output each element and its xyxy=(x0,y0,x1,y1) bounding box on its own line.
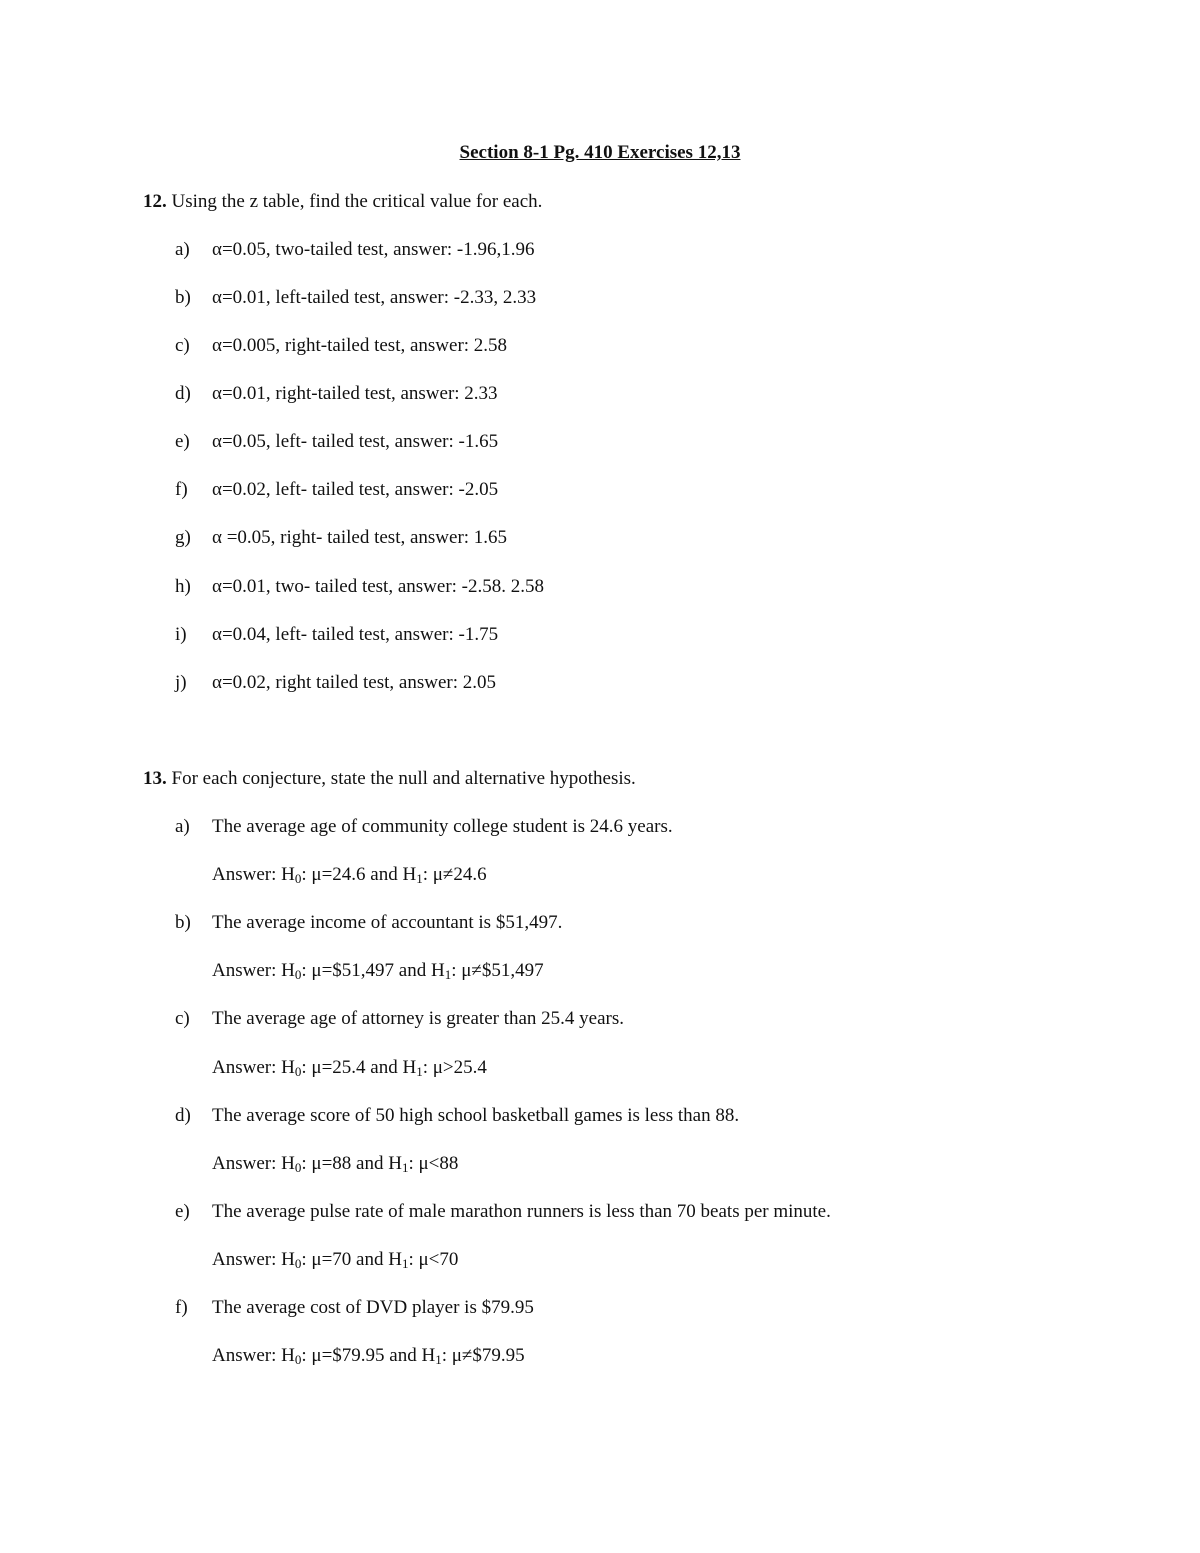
q12-item-c xyxy=(175,335,507,357)
q13-heading xyxy=(143,768,636,790)
item-text: α=0.05, two-tailed test, answer: -1.96,1.96 xyxy=(212,239,535,260)
item-label: c) xyxy=(175,1008,190,1029)
null-hypothesis: : μ=$79.95 xyxy=(301,1345,385,1366)
q13-item-d xyxy=(175,1105,739,1127)
q13-number: 13. xyxy=(143,768,167,789)
q12-item-g xyxy=(175,527,507,549)
item-text: α=0.01, two- tailed test, answer: -2.58. 2.58 xyxy=(212,576,544,597)
h1-subscript: 1 xyxy=(401,1160,409,1175)
q12-number: 12. xyxy=(143,191,167,212)
item-text: The average score of 50 high school basketball games is less than 88. xyxy=(212,1105,740,1126)
item-label: j) xyxy=(175,672,187,693)
item-label: i) xyxy=(175,624,187,645)
answer-prefix: Answer: H xyxy=(212,1249,295,1270)
page-title: Section 8-1 Pg. 410 Exercises 12,13 xyxy=(459,142,741,163)
q13-item-a xyxy=(175,816,673,838)
item-label: e) xyxy=(175,431,190,452)
item-text: The average pulse rate of male marathon runners is less than 70 beats per minute. xyxy=(212,1201,831,1222)
item-label: e) xyxy=(175,1201,190,1222)
item-text: α=0.05, left- tailed test, answer: -1.65 xyxy=(212,431,499,452)
q13-item-b xyxy=(175,912,562,934)
item-label: c) xyxy=(175,335,190,356)
q13-answer-c xyxy=(212,1057,487,1079)
q12-prompt: Using the z table, find the critical value for each. xyxy=(171,191,543,212)
item-text: The average income of accountant is $51,497. xyxy=(212,912,563,933)
item-text: α=0.01, left-tailed test, answer: -2.33, 2.33 xyxy=(212,287,537,308)
q12-item-e xyxy=(175,431,498,453)
and-h: and H xyxy=(351,1249,402,1270)
and-h: and H xyxy=(365,864,417,885)
h1-subscript: 1 xyxy=(444,967,452,982)
null-hypothesis: : μ=24.6 xyxy=(301,864,366,885)
item-text: The average cost of DVD player is $79.95 xyxy=(212,1297,534,1318)
q12-item-d xyxy=(175,383,498,405)
alt-hypothesis: : μ≠24.6 xyxy=(422,864,487,885)
q13-item-e xyxy=(175,1201,831,1223)
answer-prefix: Answer: H xyxy=(212,864,295,885)
alt-hypothesis: : μ<88 xyxy=(408,1153,459,1174)
null-hypothesis: : μ=$51,497 xyxy=(301,960,395,981)
item-label: b) xyxy=(175,912,191,933)
q13-item-f xyxy=(175,1297,534,1319)
item-label: f) xyxy=(175,479,188,500)
item-label: h) xyxy=(175,576,191,597)
q13-answer-a xyxy=(212,864,487,886)
null-hypothesis: : μ=70 xyxy=(301,1249,352,1270)
h1-subscript: 1 xyxy=(416,871,423,886)
item-label: d) xyxy=(175,383,191,404)
alt-hypothesis: : μ>25.4 xyxy=(422,1057,487,1078)
and-h: and H xyxy=(351,1153,402,1174)
h0-subscript: 0 xyxy=(294,1064,302,1079)
h0-subscript: 0 xyxy=(294,871,302,886)
item-text: α =0.05, right- tailed test, answer: 1.65 xyxy=(212,527,508,548)
h1-subscript: 1 xyxy=(416,1064,423,1079)
and-h: and H xyxy=(384,1345,436,1366)
q13-answer-f xyxy=(212,1345,525,1367)
q12-item-f xyxy=(175,479,498,501)
item-label: a) xyxy=(175,239,190,260)
h0-subscript: 0 xyxy=(294,1160,302,1175)
item-text: α=0.02, left- tailed test, answer: -2.05 xyxy=(212,479,499,500)
and-h: and H xyxy=(365,1057,417,1078)
q13-answer-d xyxy=(212,1153,458,1175)
h0-subscript: 0 xyxy=(294,1352,302,1367)
q12-item-j xyxy=(175,672,496,694)
q12-heading xyxy=(143,191,542,213)
and-h: and H xyxy=(394,960,445,981)
q12-item-h xyxy=(175,576,544,598)
h0-subscript: 0 xyxy=(294,1256,302,1271)
item-text: α=0.01, right-tailed test, answer: 2.33 xyxy=(212,383,498,404)
item-label: g) xyxy=(175,527,191,548)
item-label: a) xyxy=(175,816,190,837)
alt-hypothesis: : μ≠$79.95 xyxy=(441,1345,525,1366)
q13-answer-e xyxy=(212,1249,458,1271)
answer-prefix: Answer: H xyxy=(212,1057,295,1078)
null-hypothesis: : μ=88 xyxy=(301,1153,352,1174)
h1-subscript: 1 xyxy=(401,1256,409,1271)
item-label: d) xyxy=(175,1105,191,1126)
item-text: The average age of attorney is greater than 25.4 years. xyxy=(212,1008,624,1029)
item-text: α=0.04, left- tailed test, answer: -1.75 xyxy=(212,624,499,645)
item-text: α=0.005, right-tailed test, answer: 2.58 xyxy=(212,335,508,356)
null-hypothesis: : μ=25.4 xyxy=(301,1057,366,1078)
item-label: b) xyxy=(175,287,191,308)
answer-prefix: Answer: H xyxy=(212,960,295,981)
item-text: α=0.02, right tailed test, answer: 2.05 xyxy=(212,672,496,693)
q13-prompt: For each conjecture, state the null and alternative hypothesis. xyxy=(171,768,636,789)
q12-item-a xyxy=(175,239,535,261)
alt-hypothesis: : μ<70 xyxy=(408,1249,459,1270)
item-label: f) xyxy=(175,1297,188,1318)
h0-subscript: 0 xyxy=(294,967,302,982)
h1-subscript: 1 xyxy=(435,1352,442,1367)
q12-item-i xyxy=(175,624,498,646)
item-text: The average age of community college student is 24.6 years. xyxy=(212,816,673,837)
q13-item-c xyxy=(175,1008,624,1030)
q13-answer-b xyxy=(212,960,544,982)
answer-prefix: Answer: H xyxy=(212,1345,295,1366)
q12-item-b xyxy=(175,287,536,309)
answer-prefix: Answer: H xyxy=(212,1153,295,1174)
alt-hypothesis: : μ≠$51,497 xyxy=(451,960,544,981)
